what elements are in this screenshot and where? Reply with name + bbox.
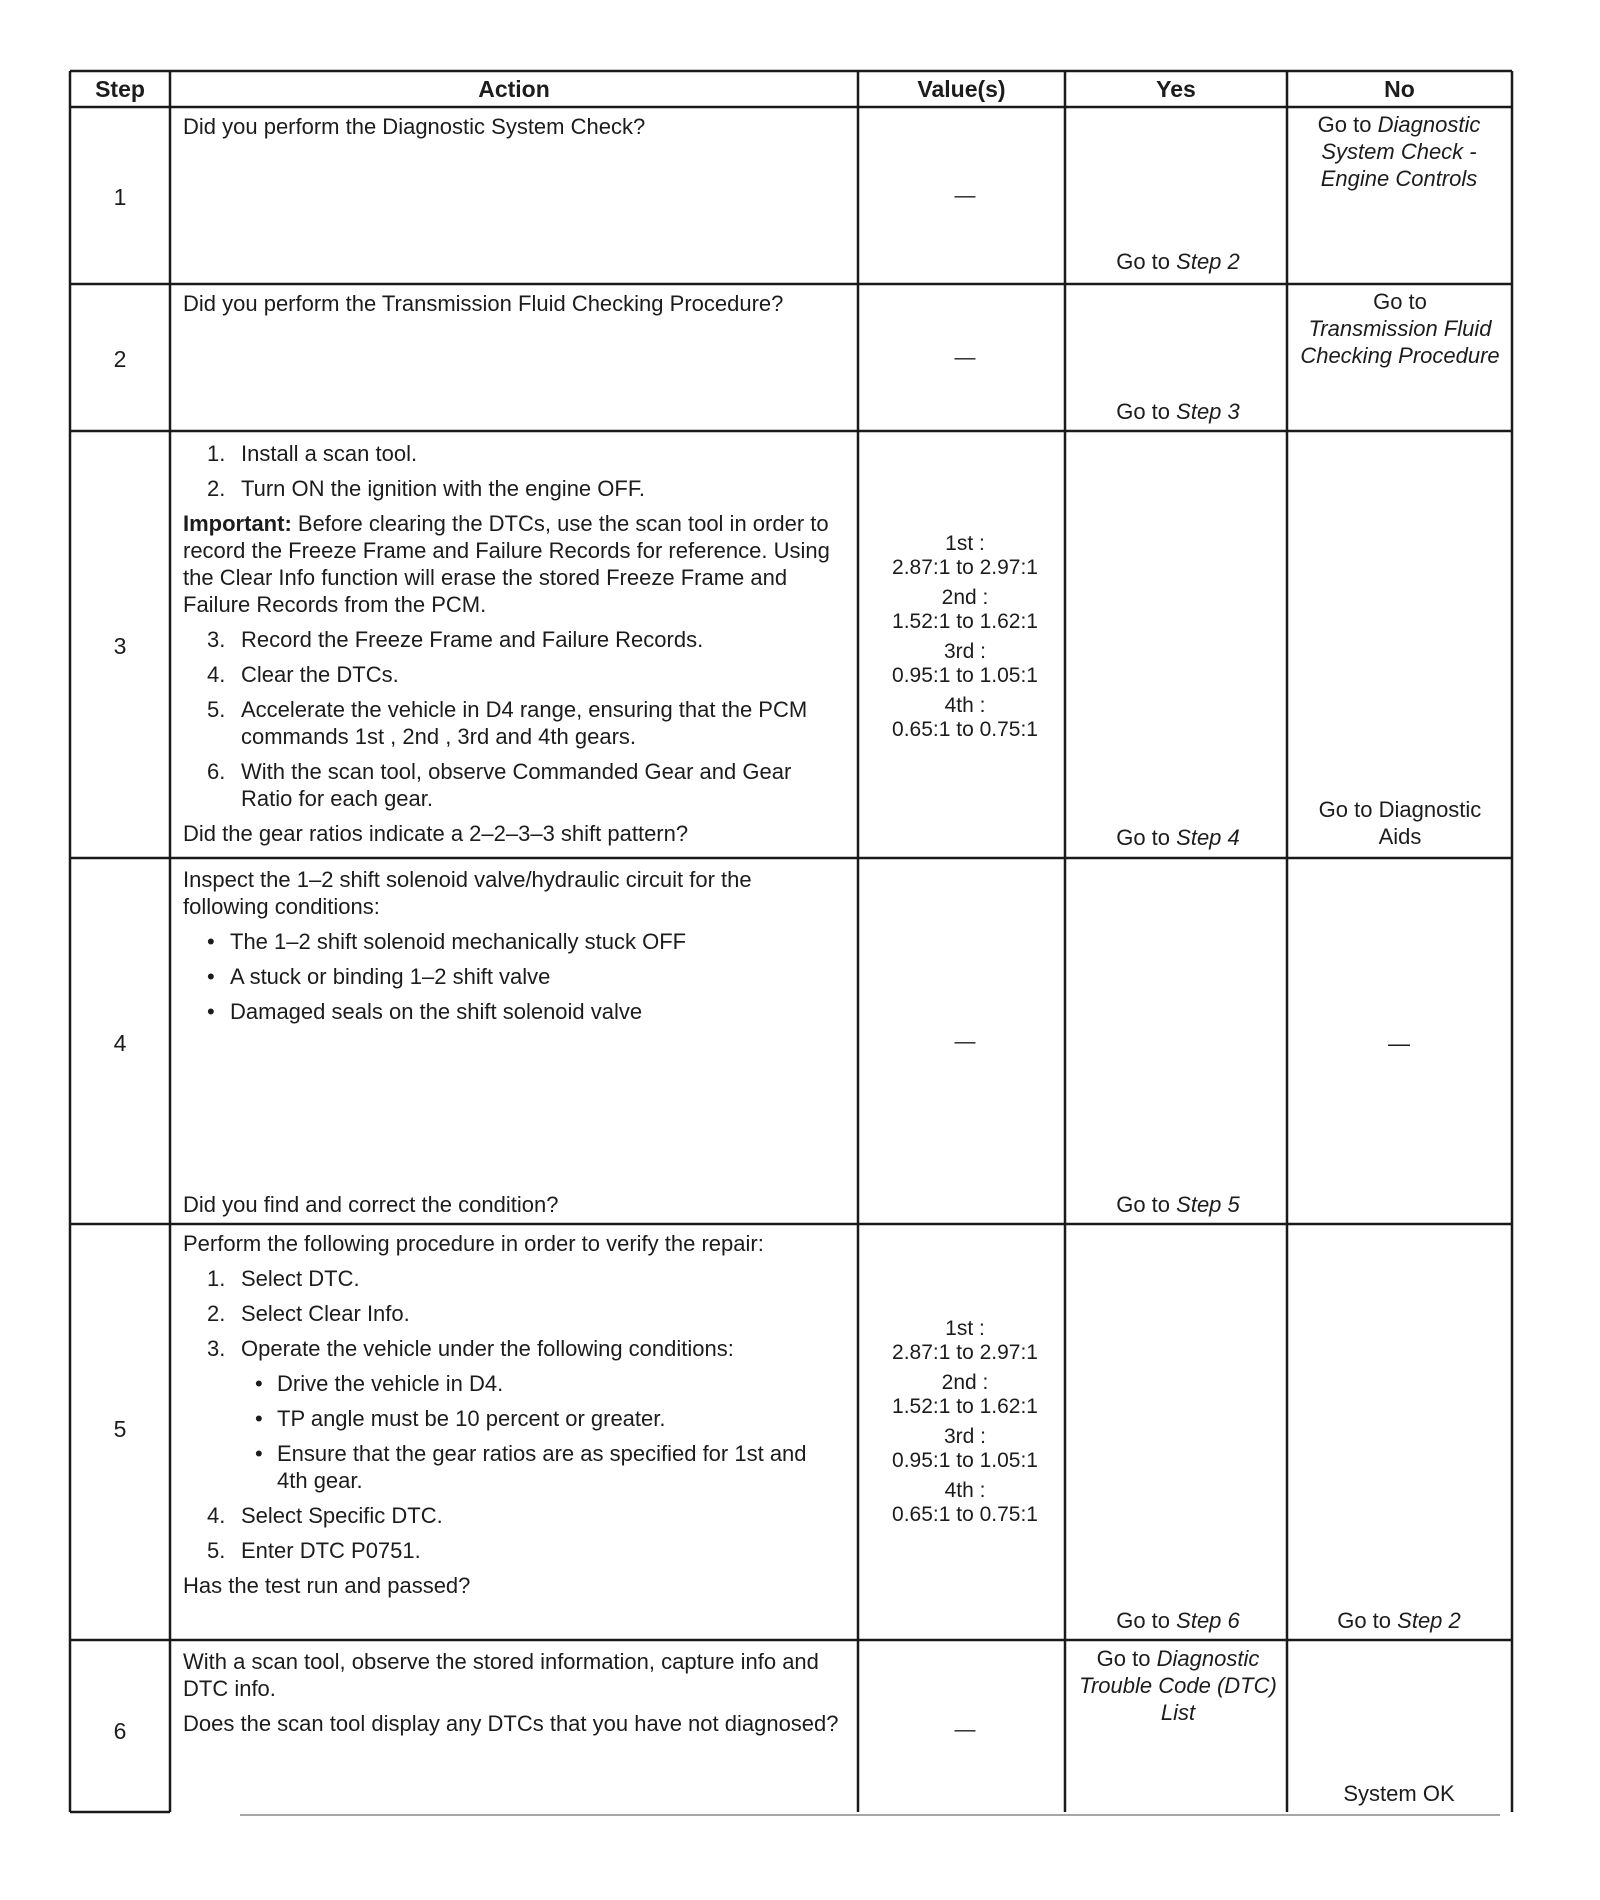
list-item xyxy=(183,998,843,1025)
step5-yes xyxy=(1068,1607,1288,1634)
step3-yes xyxy=(1068,824,1288,851)
header-step: Step xyxy=(95,76,145,102)
gear-ratio xyxy=(870,1425,1060,1473)
item-text: Install a scan tool. xyxy=(241,441,418,466)
sub-list-item xyxy=(183,1405,843,1432)
step-number: 3 xyxy=(113,633,127,659)
list-item xyxy=(183,758,843,812)
list-item xyxy=(183,1335,843,1362)
item-text: Ensure that the gear ratios are as specified for 1st and 4th gear. xyxy=(277,1441,807,1493)
item-number: 1. xyxy=(207,441,226,466)
list-item xyxy=(183,626,843,653)
step-number: 4 xyxy=(113,1030,127,1056)
step-number: 5 xyxy=(113,1416,127,1442)
ratio-range: 0.65:1 to 0.75:1 xyxy=(892,1503,1038,1526)
list-item xyxy=(183,440,843,467)
step2-question: Did you perform the Transmission Fluid Checking Procedure? xyxy=(183,291,784,316)
step5-intro: Perform the following procedure in order to verify the repair: xyxy=(183,1231,764,1256)
bullet-icon: • xyxy=(207,929,215,954)
step2-yes xyxy=(1068,398,1288,425)
step2-value: — xyxy=(954,346,976,369)
item-text: Drive the vehicle in D4. xyxy=(277,1371,504,1396)
no-prefix: Go to xyxy=(1337,1608,1392,1633)
yes-link[interactable]: Step 2 xyxy=(1176,249,1240,274)
gear-ratio xyxy=(870,1479,1060,1527)
item-text: Operate the vehicle under the following conditions: xyxy=(241,1336,734,1361)
item-number: 4. xyxy=(207,662,226,687)
step4-intro: Inspect the 1–2 shift solenoid valve/hydraulic circuit for the following conditions: xyxy=(183,867,752,919)
list-item xyxy=(183,963,843,990)
list-item xyxy=(183,1265,843,1292)
step5-action xyxy=(183,1230,843,1599)
gear-ratio xyxy=(870,1371,1060,1419)
step6-question: Does the scan tool display any DTCs that you have not diagnosed? xyxy=(183,1711,839,1736)
yes-prefix: Go to xyxy=(1116,1192,1171,1217)
step6-line1: With a scan tool, observe the stored information, capture info and DTC info. xyxy=(183,1649,819,1701)
yes-link[interactable]: Step 5 xyxy=(1176,1192,1240,1217)
item-number: 5. xyxy=(207,1538,226,1563)
step6-yes xyxy=(1068,1645,1288,1726)
step-number: 1 xyxy=(113,184,127,210)
step3-action xyxy=(183,440,843,847)
yes-prefix: Go to xyxy=(1116,1608,1171,1633)
gear-label: 4th : xyxy=(944,694,986,717)
bullet-icon: • xyxy=(255,1371,263,1396)
item-text: Record the Freeze Frame and Failure Records. xyxy=(241,627,704,652)
bullet-icon: • xyxy=(207,964,215,989)
item-number: 6. xyxy=(207,759,226,784)
item-number: 1. xyxy=(207,1266,226,1291)
bullet-icon: • xyxy=(255,1406,263,1431)
item-number: 4. xyxy=(207,1503,226,1528)
item-number: 2. xyxy=(207,1301,226,1326)
ratio-range: 2.87:1 to 2.97:1 xyxy=(892,1341,1038,1364)
step5-values xyxy=(870,1317,1060,1533)
list-item xyxy=(183,928,843,955)
yes-prefix: Go to xyxy=(1116,399,1171,424)
item-text: Enter DTC P0751. xyxy=(241,1538,421,1563)
header-yes: Yes xyxy=(1156,76,1196,102)
yes-link[interactable]: Step 6 xyxy=(1176,1608,1240,1633)
item-text: Select Clear Info. xyxy=(241,1301,410,1326)
step-number: 2 xyxy=(113,346,127,372)
yes-prefix: Go to xyxy=(1116,825,1171,850)
list-item xyxy=(183,696,843,750)
step4-yes xyxy=(1068,1191,1288,1218)
step4-question: Did you find and correct the condition? xyxy=(183,1192,559,1217)
yes-link[interactable]: Diagnostic Trouble Code (DTC) List xyxy=(1079,1646,1277,1725)
ratio-range: 0.95:1 to 1.05:1 xyxy=(892,664,1038,687)
gear-ratio xyxy=(870,586,1060,634)
item-text: With the scan tool, observe Commanded Gear and Gear Ratio for each gear. xyxy=(241,759,792,811)
list-item xyxy=(183,1502,843,1529)
item-text: A stuck or binding 1–2 shift valve xyxy=(230,964,551,989)
step4-no: — xyxy=(1388,1031,1410,1056)
yes-link[interactable]: Step 4 xyxy=(1176,825,1240,850)
gear-label: 2nd : xyxy=(941,586,989,609)
header-values: Value(s) xyxy=(917,76,1006,102)
step6-value: — xyxy=(954,1718,976,1741)
step3-no[interactable]: Go to Diagnostic Aids xyxy=(1318,797,1482,849)
step1-no xyxy=(1288,111,1510,192)
step3-values xyxy=(870,532,1060,748)
header-action: Action xyxy=(478,76,550,102)
step4-action xyxy=(183,866,843,1033)
list-item xyxy=(183,661,843,688)
step1-yes xyxy=(1068,248,1288,275)
item-text: TP angle must be 10 percent or greater. xyxy=(277,1406,666,1431)
step6-no: System OK xyxy=(1343,1781,1455,1806)
gear-ratio xyxy=(870,532,1060,580)
ratio-range: 2.87:1 to 2.97:1 xyxy=(892,556,1038,579)
step-number: 6 xyxy=(113,1718,127,1744)
gear-ratio xyxy=(870,694,1060,742)
no-prefix: Go to xyxy=(1317,112,1372,137)
sub-list-item xyxy=(183,1440,843,1494)
important-label: Important: xyxy=(183,511,292,536)
ratio-range: 1.52:1 to 1.62:1 xyxy=(892,610,1038,633)
item-text: Turn ON the ignition with the engine OFF. xyxy=(241,476,645,501)
item-text: Clear the DTCs. xyxy=(241,662,399,687)
step5-question: Has the test run and passed? xyxy=(183,1573,471,1598)
no-link[interactable]: Step 2 xyxy=(1397,1608,1461,1633)
step1-question: Did you perform the Diagnostic System Check? xyxy=(183,114,646,139)
step2-no xyxy=(1300,288,1500,369)
item-number: 3. xyxy=(207,627,226,652)
step6-action xyxy=(183,1648,843,1737)
no-link[interactable]: Diagnostic System Check - Engine Controls xyxy=(1320,112,1481,191)
gear-label: 2nd : xyxy=(941,1371,989,1394)
gear-label: 3rd : xyxy=(943,1425,987,1448)
ratio-range: 0.65:1 to 0.75:1 xyxy=(892,718,1038,741)
ratio-range: 0.95:1 to 1.05:1 xyxy=(892,1449,1038,1472)
bullet-icon: • xyxy=(255,1441,263,1466)
header-no: No xyxy=(1384,76,1415,102)
item-number: 3. xyxy=(207,1336,226,1361)
gear-ratio xyxy=(870,1317,1060,1365)
step4-value: — xyxy=(954,1030,976,1053)
item-text: Select DTC. xyxy=(241,1266,360,1291)
sub-list-item xyxy=(183,1370,843,1397)
gear-ratio xyxy=(870,640,1060,688)
yes-link[interactable]: Step 3 xyxy=(1176,399,1240,424)
item-text: The 1–2 shift solenoid mechanically stuck OFF xyxy=(230,929,687,954)
important-note xyxy=(183,510,843,618)
list-item xyxy=(183,475,843,502)
item-number: 2. xyxy=(207,476,226,501)
step1-value: — xyxy=(954,184,976,207)
step3-question: Did the gear ratios indicate a 2–2–3–3 shift pattern? xyxy=(183,821,689,846)
yes-prefix: Go to xyxy=(1096,1646,1151,1671)
gear-label: 4th : xyxy=(944,1479,986,1502)
gear-label: 1st : xyxy=(945,1317,985,1340)
list-item xyxy=(183,1537,843,1564)
no-link[interactable]: Transmission Fluid Checking Procedure xyxy=(1300,316,1500,368)
item-text: Damaged seals on the shift solenoid valve xyxy=(230,999,643,1024)
bullet-icon: • xyxy=(207,999,215,1024)
yes-prefix: Go to xyxy=(1116,249,1171,274)
list-item xyxy=(183,1300,843,1327)
gear-label: 1st : xyxy=(945,532,985,555)
gear-label: 3rd : xyxy=(943,640,987,663)
no-prefix: Go to xyxy=(1373,289,1427,314)
item-text: Select Specific DTC. xyxy=(241,1503,443,1528)
step5-no xyxy=(1288,1607,1510,1634)
ratio-range: 1.52:1 to 1.62:1 xyxy=(892,1395,1038,1418)
important-text: Before clearing the DTCs, use the scan tool in order to record the Freeze Frame and Failure Records for reference. Using the Clear Info function will erase the stored Freeze Frame and Failure Records from the PCM. xyxy=(183,511,830,617)
item-text: Accelerate the vehicle in D4 range, ensuring that the PCM commands 1st , 2nd , 3rd and 4th gears. xyxy=(241,697,808,749)
item-number: 5. xyxy=(207,697,226,722)
